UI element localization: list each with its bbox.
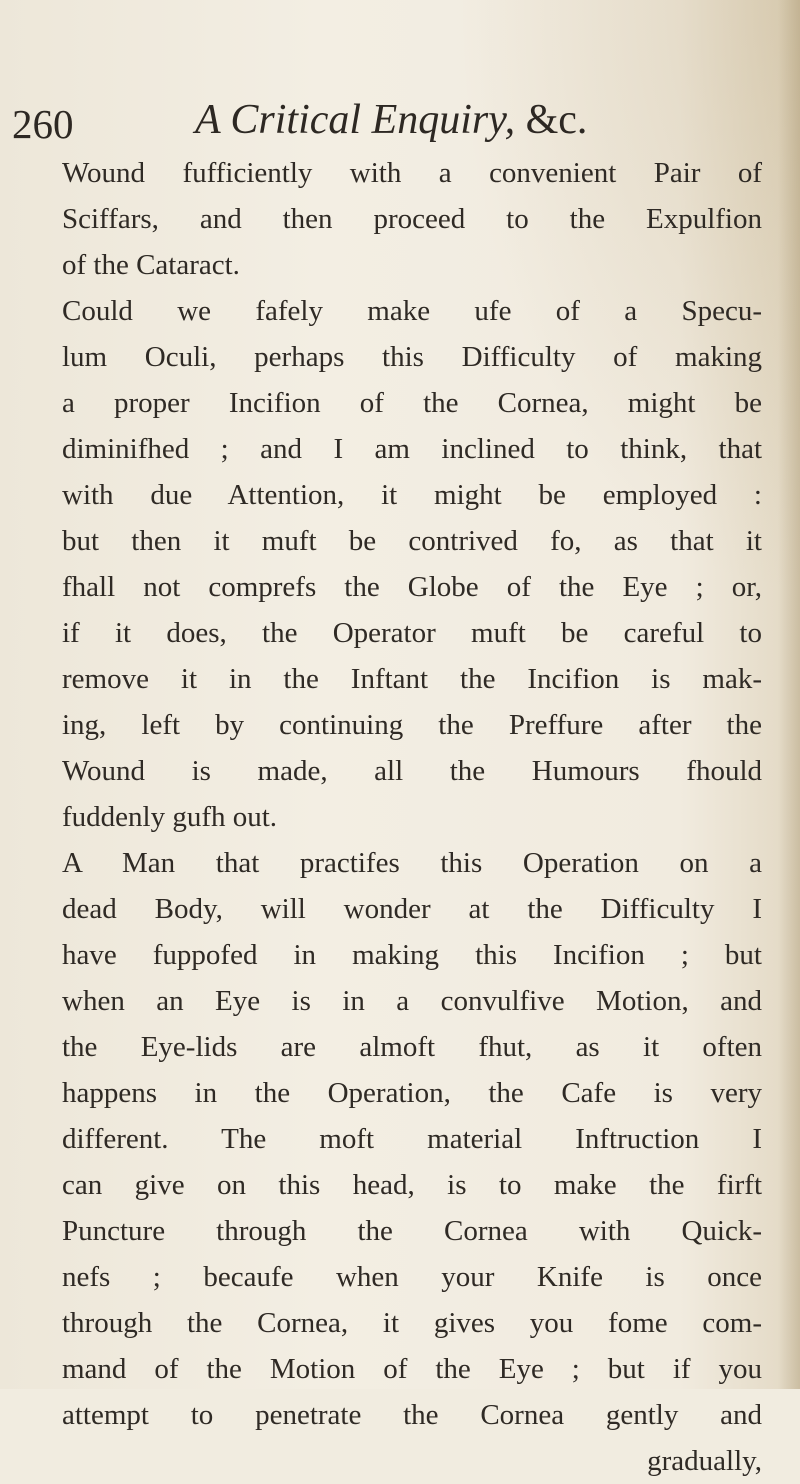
running-head-etc: &c. <box>525 97 588 143</box>
text-line: of the Cataract. <box>62 249 240 281</box>
text-line: mand of the Motion of the Eye ; but if you <box>62 1353 762 1385</box>
text-line: nefs ; becaufe when your Knife is once <box>62 1261 762 1293</box>
text-line: the Eye-lids are almoft fhut, as it often <box>62 1031 762 1063</box>
text-line: a proper Incifion of the Cornea, might be <box>62 387 762 419</box>
text-line: Wound is made, all the Humours fhould <box>62 755 762 787</box>
text-line: but then it muft be contrived fo, as that it <box>62 525 762 557</box>
text-line: attempt to penetrate the Cornea gently and <box>62 1399 762 1431</box>
running-head <box>195 96 587 144</box>
text-line: have fuppofed in making this Incifion ; but <box>62 939 762 971</box>
text-line: different. The moft material Inftruction I <box>62 1123 762 1155</box>
running-head-title: A Critical Enquiry, <box>195 97 516 143</box>
text-line: fhall not comprefs the Globe of the Eye ; or, <box>62 571 762 603</box>
text-line: Sciffars, and then proceed to the Expulfion <box>62 203 762 235</box>
page-number: 260 <box>12 101 74 147</box>
body-text <box>62 150 762 1484</box>
text-line: dead Body, will wonder at the Difficulty I <box>62 893 762 925</box>
text-line: through the Cornea, it gives you fome com- <box>62 1307 762 1339</box>
text-line: lum Oculi, perhaps this Difficulty of making <box>62 341 762 373</box>
text-line: when an Eye is in a convulfive Motion, and <box>62 985 762 1017</box>
page-edge-shadow <box>778 0 800 1389</box>
text-line: Could we fafely make ufe of a Specu- <box>62 295 762 327</box>
text-line: can give on this head, is to make the firft <box>62 1169 762 1201</box>
text-line: ing, left by continuing the Preffure after the <box>62 709 762 741</box>
text-line: happens in the Operation, the Cafe is very <box>62 1077 762 1109</box>
text-line: if it does, the Operator muft be careful to <box>62 617 762 649</box>
text-line: fuddenly gufh out. <box>62 801 278 833</box>
text-line: Wound fufficiently with a convenient Pair of <box>62 157 762 189</box>
text-line: Puncture through the Cornea with Quick- <box>62 1215 762 1247</box>
text-line: A Man that practifes this Operation on a <box>62 847 762 879</box>
catchword: gradually, <box>647 1445 762 1477</box>
text-line: remove it in the Inftant the Incifion is mak- <box>62 663 762 695</box>
text-line: diminifhed ; and I am inclined to think, that <box>62 433 762 465</box>
text-line: with due Attention, it might be employed : <box>62 479 762 511</box>
